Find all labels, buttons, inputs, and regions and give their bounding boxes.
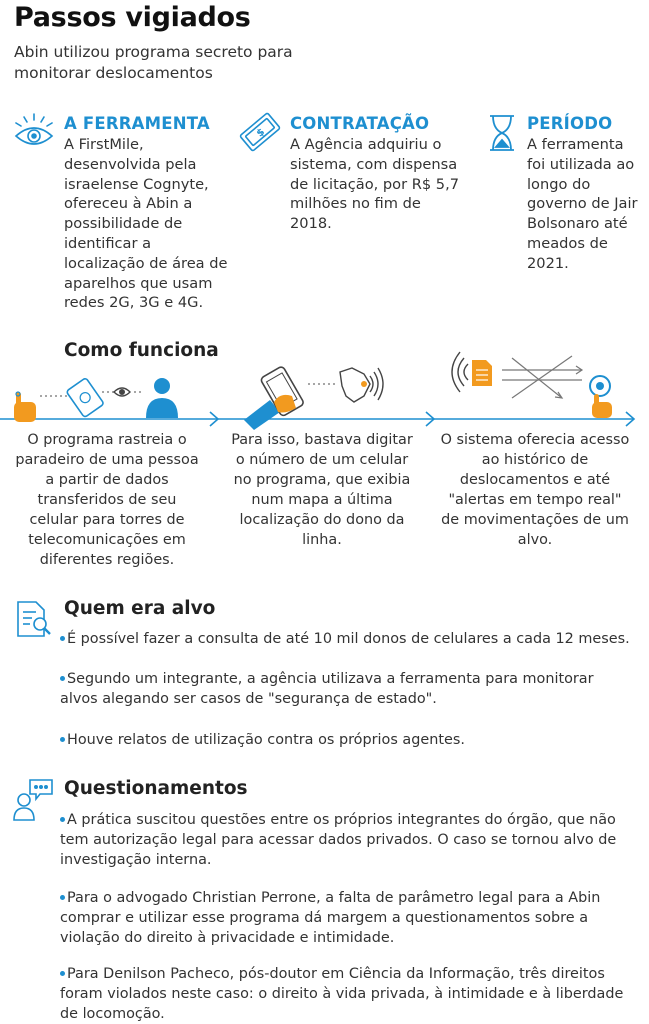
step-1-text: O programa rastreia o paradeiro de uma pessoa a partir de dados transferidos de seu celular para torres de telecomunicações em diferentes regiões. [15, 432, 199, 568]
targets-bullet-1 [60, 629, 640, 649]
bullet-text: Para Denilson Pacheco, pós-doutor em Ciência da Informação, três direitos foram violados neste caso: o direito à vida privada, à intimidade e à liberdade de locomoção. [60, 966, 624, 1022]
bullet-dot [60, 636, 65, 641]
brazil-map-icon [340, 368, 370, 402]
bullet-dot [60, 971, 65, 976]
targets-bullet-3 [60, 730, 628, 750]
step-2-text: Para isso, bastava digitar o número de um celular no programa, que exibia num mapa a última localização do dono da linha. [231, 432, 413, 548]
svg-text:$: $ [254, 126, 268, 140]
column-contract-heading: CONTRATAÇÃO [290, 114, 430, 133]
money-icon [238, 110, 282, 154]
bullet-dot [60, 676, 65, 681]
signal-icon [452, 352, 468, 392]
eye-icon [14, 112, 54, 152]
questions-title: Questionamentos [64, 778, 248, 799]
column-period-text: A ferramenta foi utilizada ao longo do governo de Jair Bolsonaro até meados de 2021. [527, 136, 638, 272]
page-title: Passos vigiados [14, 2, 251, 33]
file-icon [472, 360, 492, 386]
how-it-works-title: Como funciona [64, 340, 219, 361]
step3-illustration [442, 350, 642, 420]
column-contract-text: A Agência adquiriu o sistema, com dispensa de licitação, por R$ 5,7 milhões no fim de 2018. [290, 136, 460, 233]
hourglass-icon [487, 113, 517, 153]
document-search-icon [14, 600, 54, 640]
targets-title: Quem era alvo [64, 598, 216, 619]
bullet-text: Para o advogado Christian Perrone, a falta de parâmetro legal para a Abin comprar e utilizar esse programa dá margem a questionamentos sobre a violação do direito à privacidade e intimidade. [60, 890, 601, 946]
page-subtitle: Abin utilizou programa secreto para monitorar deslocamentos [14, 43, 293, 82]
step2-illustration [240, 362, 440, 432]
hand-pointer-icon [14, 392, 36, 422]
questions-bullet-2 [60, 888, 640, 948]
column-period-heading: PERÍODO [527, 114, 613, 133]
step-3-text: O sistema oferecia acesso ao histórico de deslocamentos e até "alertas em tempo real" de movimentações de um alvo. [440, 432, 630, 548]
step1-illustration [12, 374, 212, 434]
column-tool-text: A FirstMile, desenvolvida pela israelense Cognyte, ofereceu à Abin a possibilidade de identificar a localização de área de aparelhos que usam redes 2G, 3G e 4G. [64, 136, 228, 312]
bullet-text: É possível fazer a consulta de até 10 mil donos de celulares a cada 12 meses. [67, 631, 630, 647]
bullet-dot [60, 737, 65, 742]
targets-bullet-2 [60, 669, 628, 709]
bullet-dot [60, 895, 65, 900]
target-pointer-icon [590, 376, 612, 418]
crossing-arrows-icon [502, 356, 582, 398]
column-tool-heading: A FERRAMENTA [64, 114, 210, 133]
person-speech-icon [12, 778, 56, 822]
bullet-text: Houve relatos de utilização contra os próprios agentes. [67, 732, 465, 748]
bullet-text: A prática suscitou questões entre os próprios integrantes do órgão, que não tem autorização legal para acessar dados privados. O caso se tornou alvo de investigação interna. [60, 812, 617, 868]
phone-icon [66, 378, 104, 418]
person-icon [146, 378, 178, 418]
questions-bullet-1 [60, 810, 640, 870]
eye-small-icon [114, 388, 130, 396]
bullet-text: Segundo um integrante, a agência utilizava a ferramenta para monitorar alvos alegando ser casos de "segurança de estado". [60, 671, 594, 707]
bullet-dot [60, 817, 65, 822]
hand-phone-icon [244, 366, 305, 430]
questions-bullet-3 [60, 964, 640, 1024]
